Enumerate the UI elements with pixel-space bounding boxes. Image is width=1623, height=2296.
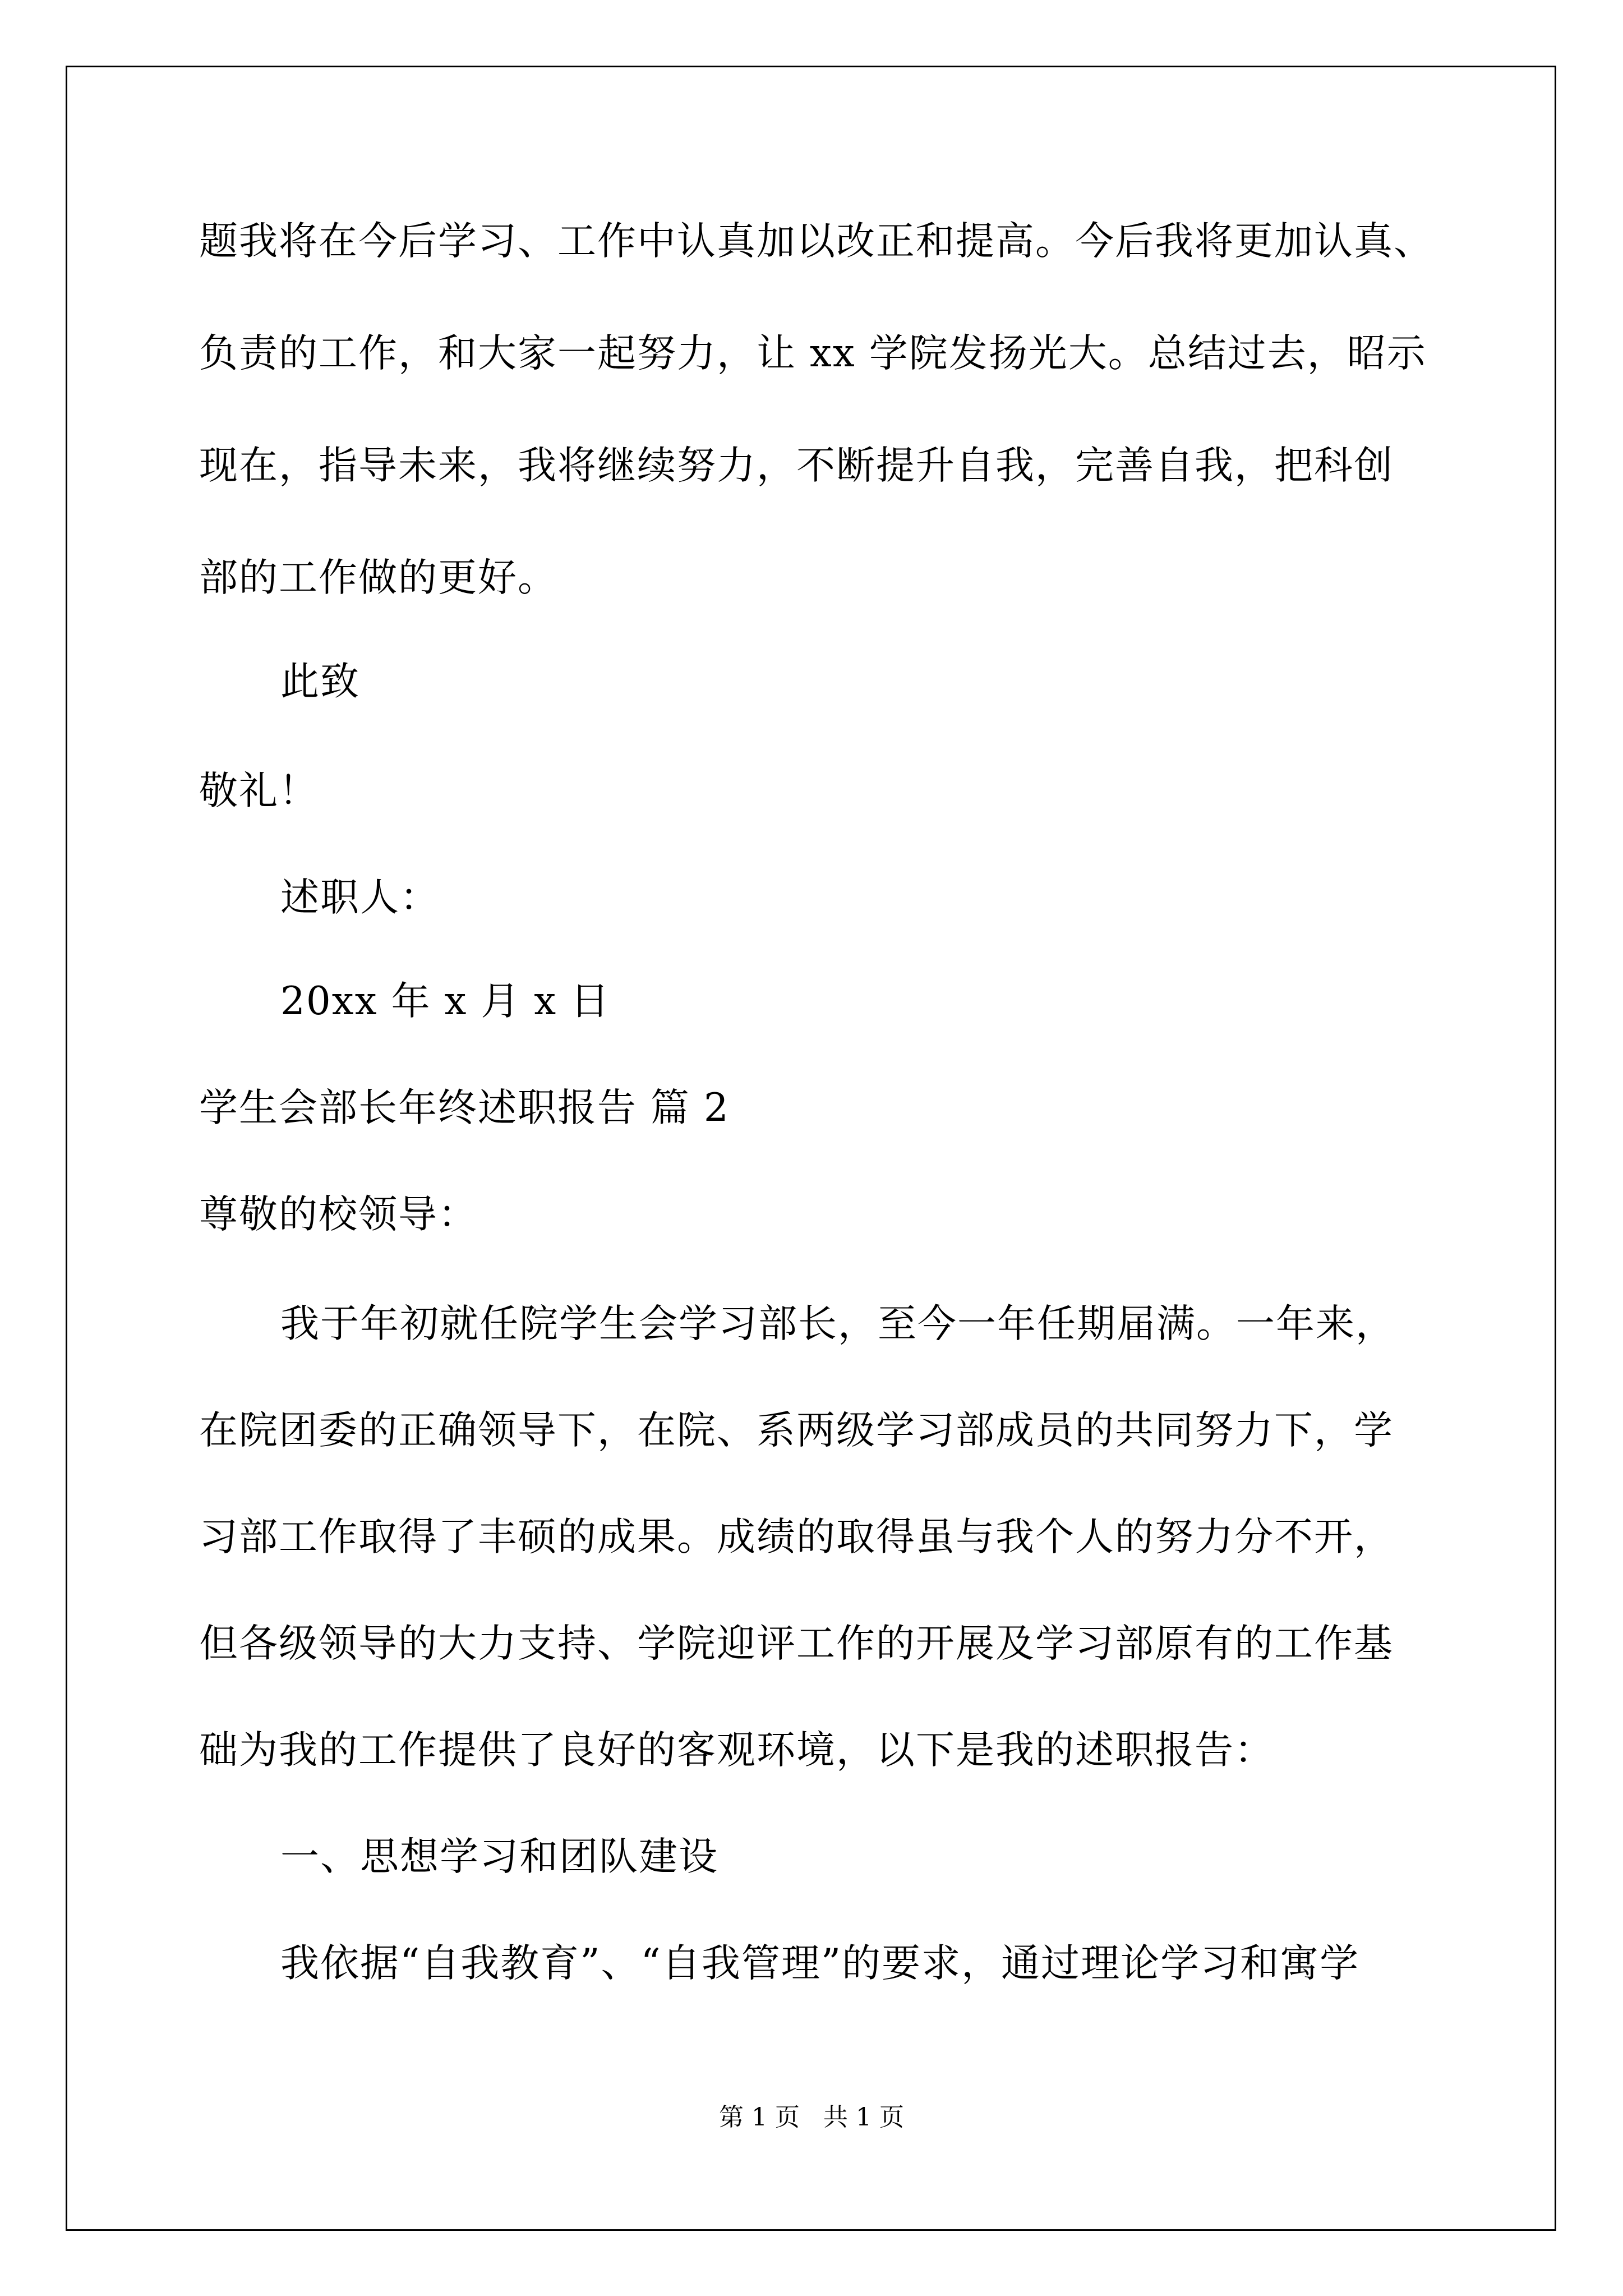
paragraph-line: 现在，指导未来，我将继续努力，不断提升自我，完善自我，把科创 <box>199 443 1394 488</box>
closing-salutation: 敬礼！ <box>199 769 319 813</box>
section-heading: 学生会部长年终述职报告 篇 2 <box>199 1085 730 1130</box>
paragraph-line: 负责的工作，和大家一起努力，让 xx 学院发扬光大。总结过去，昭示 <box>199 331 1427 376</box>
subsection-heading: 一、思想学习和团队建设 <box>280 1834 718 1879</box>
paragraph-line: 习部工作取得了丰硕的成果。成绩的取得虽与我个人的努力分不开， <box>199 1515 1394 1559</box>
signature-label: 述职人： <box>280 875 440 920</box>
page-border <box>66 66 1556 2231</box>
paragraph-line: 我于年初就任院学生会学习部长，至今一年任期届满。一年来， <box>280 1301 1395 1346</box>
greeting: 尊敬的校领导： <box>199 1192 478 1237</box>
paragraph-line: 础为我的工作提供了良好的客观环境，以下是我的述职报告： <box>199 1728 1274 1773</box>
paragraph-line: 在院团委的正确领导下，在院、系两级学习部成员的共同努力下，学 <box>199 1408 1394 1453</box>
page-footer: 第 1 页 共 1 页 <box>719 2103 904 2132</box>
closing-phrase: 此致 <box>280 659 360 704</box>
paragraph-line: 部的工作做的更好。 <box>199 555 557 600</box>
paragraph-line: 题我将在今后学习、工作中认真加以改正和提高。今后我将更加认真、 <box>199 219 1433 264</box>
paragraph-line: 但各级领导的大力支持、学院迎评工作的开展及学习部原有的工作基 <box>199 1621 1394 1666</box>
date-line: 20xx 年 x 月 x 日 <box>280 979 611 1024</box>
paragraph-line: 我依据“自我教育”、“自我管理”的要求，通过理论学习和寓学 <box>280 1941 1360 1986</box>
